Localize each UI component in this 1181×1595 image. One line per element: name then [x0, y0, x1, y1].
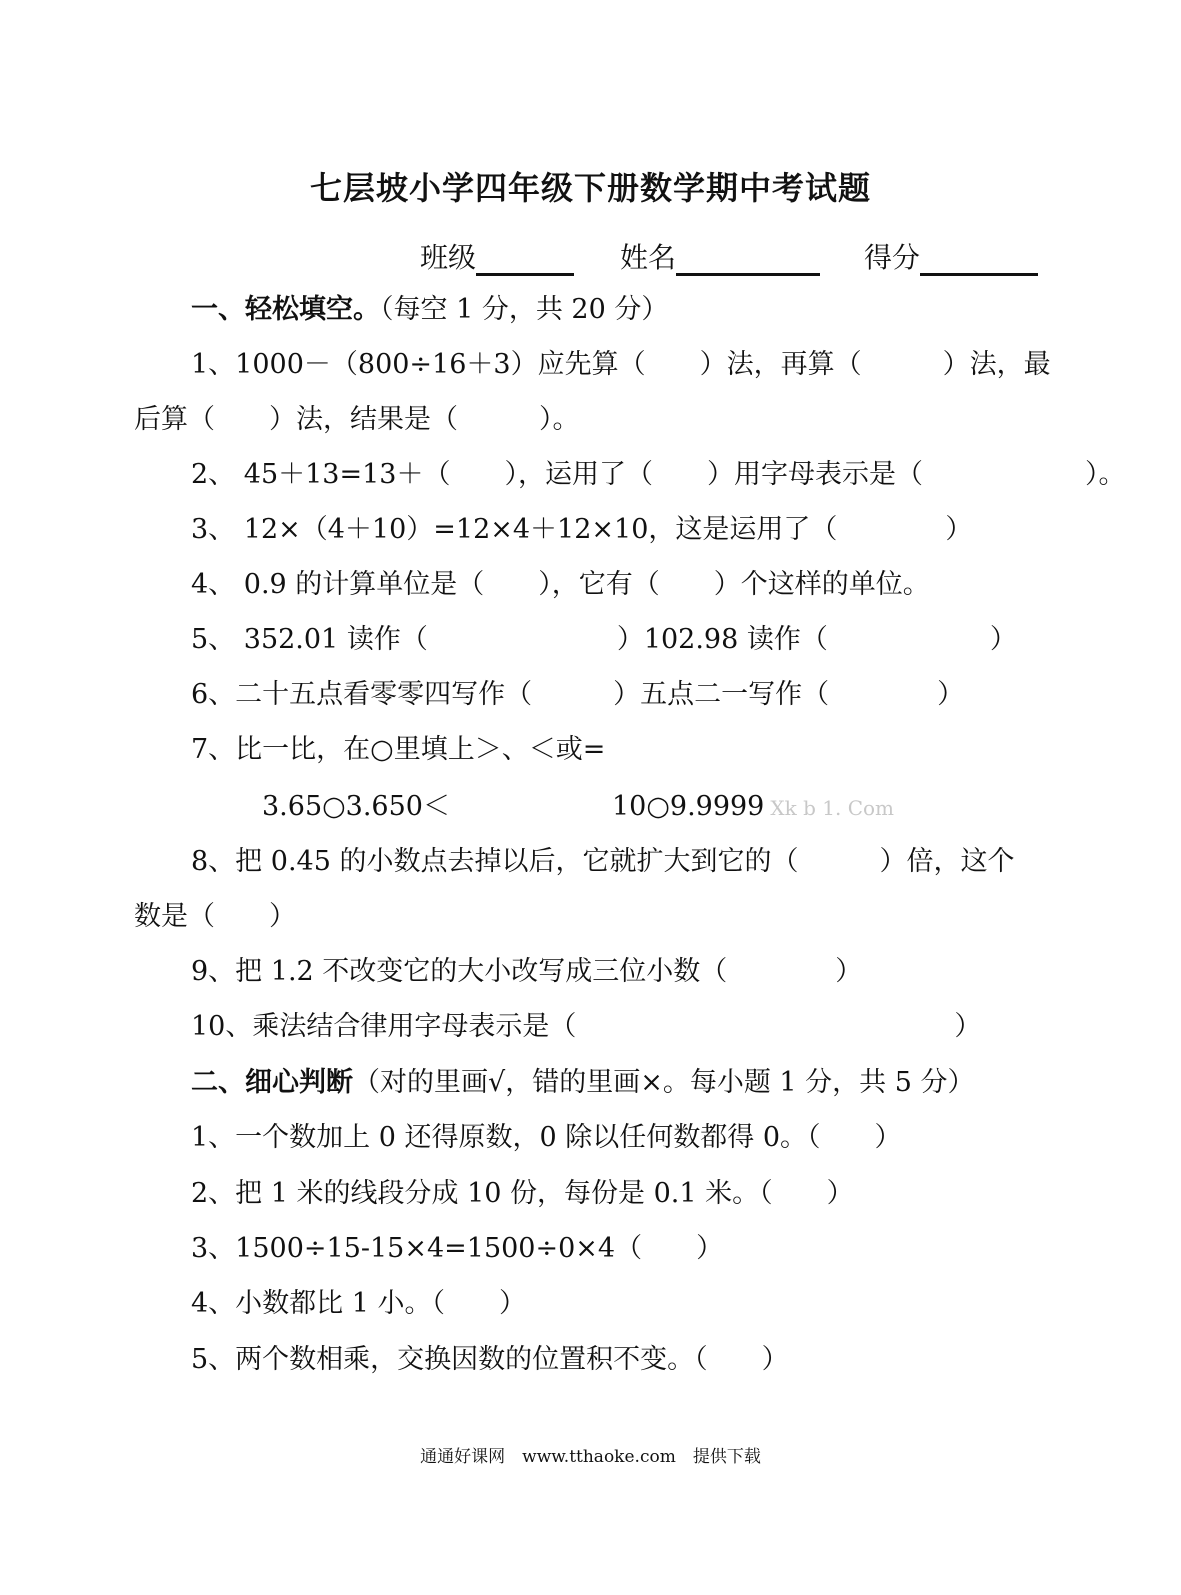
section2-note: （对的里画√，错的里画×。每小题 1 分，共 5 分）	[353, 1067, 975, 1098]
question-line: 后算（ ）法，结果是（ ）。	[134, 404, 580, 435]
name-blank	[676, 243, 820, 276]
question-line: 10、乘法结合律用字母表示是（ ）	[191, 1011, 982, 1042]
comparison-line	[262, 790, 894, 825]
judgement-line: 5、两个数相乘，交换因数的位置积不变。（ ）	[191, 1344, 789, 1375]
score-field	[864, 236, 1038, 276]
question-line: 8、把 0.45 的小数点去掉以后，它就扩大到它的（ ）倍，这个	[191, 846, 1015, 877]
section2-heading	[191, 1066, 975, 1100]
question-line: 7、比一比，在○里填上＞、＜或=	[191, 734, 606, 765]
question-line: 数是（ ）	[134, 901, 296, 932]
footer-credit: 通通好课网 www.tthaoke.com 提供下载	[420, 1447, 761, 1467]
name-label: 姓名	[620, 241, 677, 274]
score-blank	[920, 243, 1038, 276]
class-blank	[476, 243, 574, 276]
watermark: Xk b 1. Com	[770, 796, 894, 820]
section1-title: 一、轻松填空。	[191, 294, 380, 325]
judgement-line: 1、一个数加上 0 还得原数，0 除以任何数都得 0。（ ）	[191, 1122, 902, 1153]
page-title: 七层坡小学四年级下册数学期中考试题	[309, 169, 871, 207]
question-line: 4、 0.9 的计算单位是（ ），它有（ ）个这样的单位。	[191, 569, 930, 600]
name-field	[620, 236, 820, 276]
question-line: 3、 12×（4＋10）=12×4＋12×10，这是运用了（ ）	[191, 514, 973, 545]
class-label: 班级	[420, 241, 477, 274]
question-line: 1、1000－（800÷16＋3）应先算（ ）法，再算（ ）法，最	[191, 349, 1051, 380]
question-line: 9、把 1.2 不改变它的大小改写成三位小数（ ）	[191, 956, 863, 987]
question-line: 6、二十五点看零零四写作（ ）五点二一写作（ ）	[191, 679, 965, 710]
question-line: 5、 352.01 读作（ ）102.98 读作（ ）	[191, 624, 1017, 655]
judgement-line: 2、把 1 米的线段分成 10 份，每份是 0.1 米。（ ）	[191, 1178, 854, 1209]
class-field	[420, 236, 574, 276]
score-label: 得分	[864, 241, 921, 274]
section2-title: 二、细心判断	[191, 1067, 353, 1098]
question-line: 2、 45＋13=13＋（ ），运用了（ ）用字母表示是（ ）。	[191, 459, 1126, 490]
section1-heading	[191, 293, 668, 327]
comparison-items: 3.65○3.650＜ 10○9.9999	[262, 791, 765, 822]
judgement-line: 3、1500÷15-15×4=1500÷0×4（ ）	[191, 1233, 724, 1264]
judgement-line: 4、小数都比 1 小。（ ）	[191, 1288, 527, 1319]
section1-note: （每空 1 分，共 20 分）	[380, 294, 669, 325]
